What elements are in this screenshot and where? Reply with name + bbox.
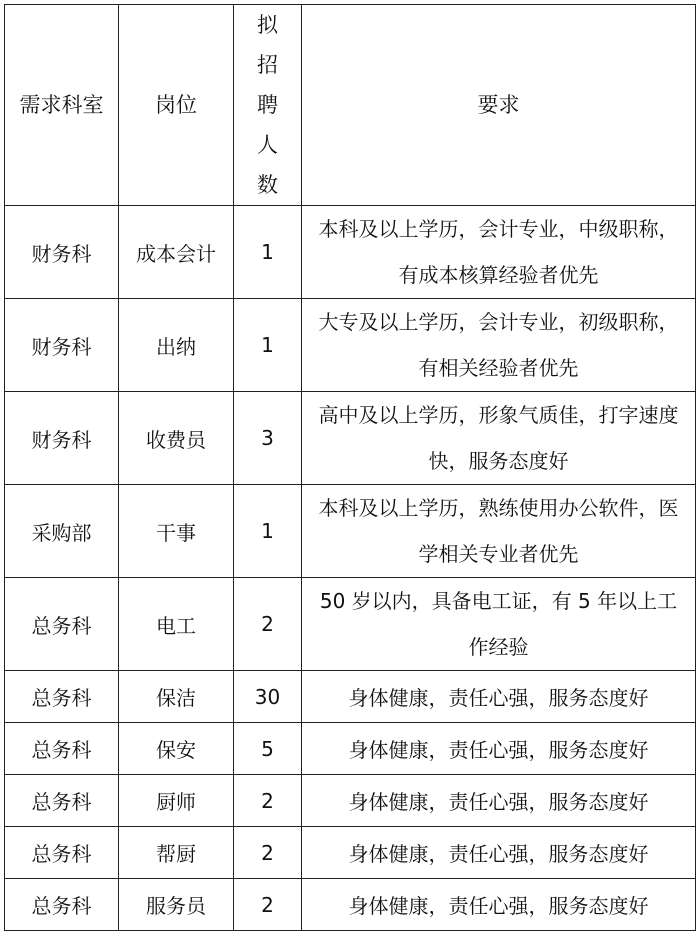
cell-count: 5 xyxy=(234,723,302,775)
cell-dept: 总务科 xyxy=(5,775,119,827)
cell-position: 厨师 xyxy=(119,775,234,827)
cell-count: 30 xyxy=(234,671,302,723)
cell-position: 电工 xyxy=(119,578,234,671)
cell-count: 2 xyxy=(234,775,302,827)
table-row xyxy=(5,827,696,879)
table-row xyxy=(5,723,696,775)
cell-count: 3 xyxy=(234,392,302,485)
cell-position: 保安 xyxy=(119,723,234,775)
table-row xyxy=(5,392,696,485)
cell-requirement: 大专及以上学历，会计专业，初级职称，有相关经验者优先 xyxy=(302,299,696,392)
table-row xyxy=(5,485,696,578)
cell-requirement: 高中及以上学历，形象气质佳，打字速度快，服务态度好 xyxy=(302,392,696,485)
cell-dept: 总务科 xyxy=(5,827,119,879)
cell-position: 帮厨 xyxy=(119,827,234,879)
header-row xyxy=(5,5,696,206)
cell-dept: 采购部 xyxy=(5,485,119,578)
cell-count: 1 xyxy=(234,299,302,392)
cell-dept: 财务科 xyxy=(5,392,119,485)
table-row xyxy=(5,879,696,931)
cell-dept: 总务科 xyxy=(5,723,119,775)
cell-dept: 总务科 xyxy=(5,879,119,931)
cell-count: 1 xyxy=(234,206,302,299)
cell-requirement: 身体健康，责任心强，服务态度好 xyxy=(302,827,696,879)
recruitment-table xyxy=(4,4,696,931)
cell-position: 出纳 xyxy=(119,299,234,392)
cell-position: 成本会计 xyxy=(119,206,234,299)
cell-count: 2 xyxy=(234,578,302,671)
cell-count: 2 xyxy=(234,879,302,931)
cell-requirement: 身体健康，责任心强，服务态度好 xyxy=(302,879,696,931)
cell-requirement: 身体健康，责任心强，服务态度好 xyxy=(302,723,696,775)
cell-dept: 总务科 xyxy=(5,578,119,671)
cell-requirement: 身体健康，责任心强，服务态度好 xyxy=(302,775,696,827)
cell-dept: 财务科 xyxy=(5,206,119,299)
cell-position: 收费员 xyxy=(119,392,234,485)
cell-dept: 财务科 xyxy=(5,299,119,392)
table-row xyxy=(5,775,696,827)
cell-requirement: 身体健康，责任心强，服务态度好 xyxy=(302,671,696,723)
header-requirement: 要求 xyxy=(302,5,696,206)
cell-requirement: 本科及以上学历，会计专业，中级职称，有成本核算经验者优先 xyxy=(302,206,696,299)
table-row xyxy=(5,299,696,392)
cell-count: 2 xyxy=(234,827,302,879)
cell-requirement: 50 岁以内，具备电工证，有 5 年以上工作经验 xyxy=(302,578,696,671)
cell-dept: 总务科 xyxy=(5,671,119,723)
table-row xyxy=(5,578,696,671)
cell-position: 干事 xyxy=(119,485,234,578)
header-count: 拟招聘人数 xyxy=(234,5,302,206)
table-row xyxy=(5,206,696,299)
table-row xyxy=(5,671,696,723)
cell-position: 保洁 xyxy=(119,671,234,723)
header-dept: 需求科室 xyxy=(5,5,119,206)
cell-count: 1 xyxy=(234,485,302,578)
header-position: 岗位 xyxy=(119,5,234,206)
cell-requirement: 本科及以上学历，熟练使用办公软件，医学相关专业者优先 xyxy=(302,485,696,578)
cell-position: 服务员 xyxy=(119,879,234,931)
